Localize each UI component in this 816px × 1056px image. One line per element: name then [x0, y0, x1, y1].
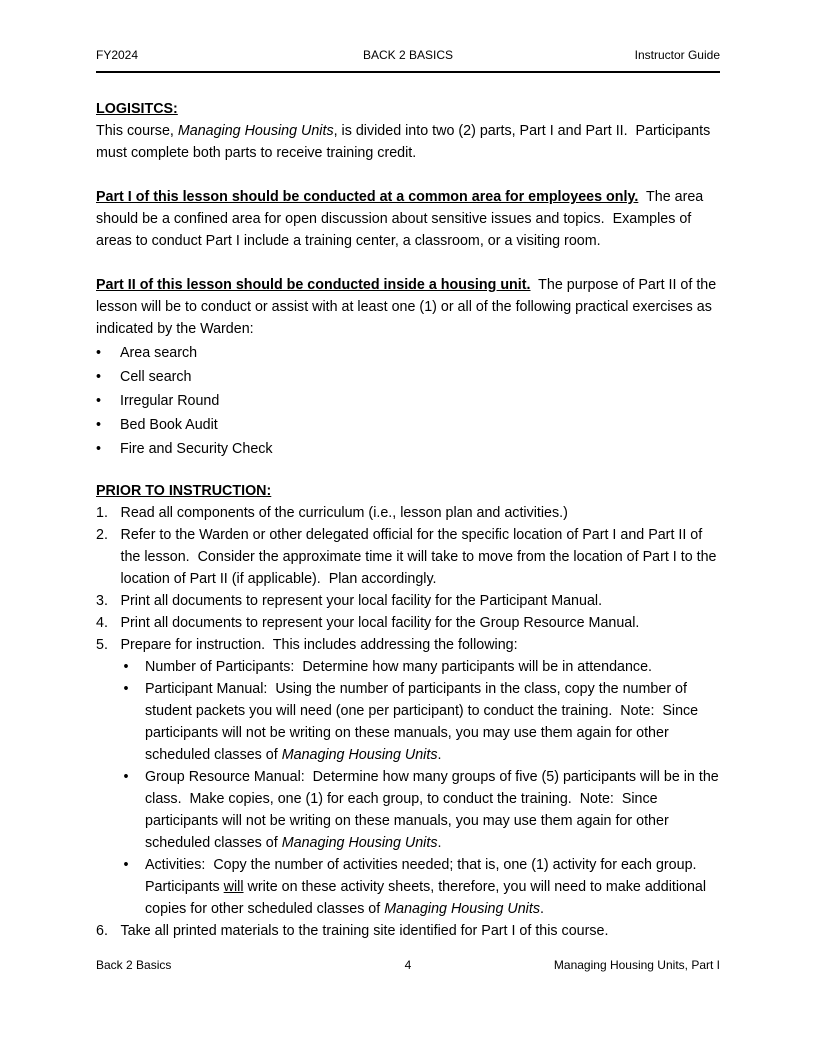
bullet-marker: •: [123, 857, 129, 873]
header-rule: [96, 71, 720, 73]
item-number: 2.: [96, 527, 108, 543]
header-row: [96, 48, 720, 63]
item-content: [121, 634, 722, 920]
text-run: Managing Housing Units: [177, 123, 334, 139]
item-content: [121, 502, 722, 524]
sub-bullet-item: [121, 678, 722, 766]
text-run: Irregular Round: [120, 393, 220, 409]
numbered-item: [96, 590, 721, 612]
text-run: Prepare for instruction. This includes addressing the following:: [120, 637, 518, 653]
text-run: Managing Housing Units: [281, 747, 438, 763]
document-body: [96, 98, 721, 942]
paragraph: [96, 274, 721, 340]
footer-right: Managing Housing Units, Part I: [553, 958, 720, 972]
bullet-marker: •: [123, 659, 129, 675]
item-number: 1.: [96, 505, 108, 521]
item-content: [121, 920, 722, 942]
item-text: [121, 524, 722, 590]
bullet-marker: •: [96, 345, 102, 361]
numbered-item: [96, 920, 721, 942]
bullet-text: [120, 342, 721, 364]
text-run: The purpose of Part II of the lesson will be to conduct or assist with at least one (1) or all of the following practical exercises as indicated by the Warden:: [96, 277, 721, 337]
text-run: Part II of this lesson should be conducted inside a housing unit.: [96, 277, 531, 293]
bullet-marker: •: [96, 417, 102, 433]
page-footer: [96, 958, 720, 973]
bullet-item: [96, 414, 721, 436]
text-run: write on these activity sheets, therefore, you will need to make additional copies for other scheduled classes of: [145, 879, 711, 917]
item-text: [121, 612, 722, 634]
bullet-item: [96, 366, 721, 388]
bullet-marker: •: [123, 681, 129, 697]
bullet-text: [120, 438, 721, 460]
numbered-item: [96, 612, 721, 634]
header-right: Instructor Guide: [634, 48, 720, 62]
text-run: Read all components of the curriculum (i.e., lesson plan and activities.): [120, 505, 568, 521]
item-number: 6.: [96, 923, 108, 939]
item-content: [121, 612, 722, 634]
footer-left: Back 2 Basics: [96, 958, 172, 972]
bullet-text: [120, 390, 721, 412]
sub-bullet-text: [145, 656, 721, 678]
header-center: BACK 2 BASICS: [362, 48, 454, 62]
text-run: .: [437, 835, 442, 851]
paragraph: [96, 186, 721, 252]
numbered-list: [96, 502, 721, 942]
bullet-text: [120, 366, 721, 388]
sub-bullet-text: [145, 678, 721, 766]
item-text: [121, 502, 722, 524]
footer-page-number: 4: [404, 958, 412, 972]
text-run: Part I of this lesson should be conducted at a common area for employees only.: [96, 189, 639, 205]
text-run: Take all printed materials to the training site identified for Part I of this course.: [120, 923, 609, 939]
numbered-item: [96, 524, 721, 590]
sub-bullet-text: [145, 854, 721, 920]
sub-bullet-text: [145, 766, 721, 854]
numbered-item: [96, 634, 721, 920]
bullet-marker: •: [96, 441, 102, 457]
text-run: Participant Manual: Using the number of participants in the class, copy the number of student packets you will need (one per participant) to conduct the training. Note: Since participants will not be writing on these manuals, you may use them again for other scheduled classes of: [145, 681, 703, 763]
page-header: [96, 48, 720, 73]
item-content: [121, 524, 722, 590]
item-content: [121, 590, 722, 612]
text-run: will: [223, 879, 244, 895]
numbered-item: [96, 502, 721, 524]
text-run: The area should be a confined area for open discussion about sensitive issues and topics. Examples of areas to conduct Part I include a training center, a classroom, or a visiting room.: [96, 189, 708, 249]
text-run: Number of Participants: Determine how many participants will be in attendance.: [145, 659, 652, 675]
bullet-list: [96, 342, 721, 460]
text-run: LOGISITCS:: [96, 101, 178, 117]
item-number: 4.: [96, 615, 108, 631]
sub-bullet-item: [121, 656, 722, 678]
bullet-text: [120, 414, 721, 436]
text-run: PRIOR TO INSTRUCTION:: [96, 483, 272, 499]
bullet-item: [96, 342, 721, 364]
paragraph: [96, 120, 721, 164]
text-run: Bed Book Audit: [120, 417, 218, 433]
item-number: 3.: [96, 593, 108, 609]
item-text: [121, 634, 722, 656]
text-run: .: [539, 901, 544, 917]
text-run: , is divided into two (2) parts, Part I and Part II. Participants must complete both parts to receive training credit.: [96, 123, 715, 161]
section-heading: [96, 480, 721, 502]
item-text: [121, 920, 722, 942]
text-run: Refer to the Warden or other delegated official for the specific location of Part I and Part II of the lesson. Consider the approximate time it will take to move from the location of Part I to the location of Part II (if applicable). Plan accordingly.: [120, 527, 721, 587]
bullet-marker: •: [123, 769, 129, 785]
bullet-item: [96, 390, 721, 412]
text-run: Managing Housing Units: [384, 901, 540, 917]
text-run: Area search: [120, 345, 198, 361]
text-run: Print all documents to represent your local facility for the Group Resource Manual.: [120, 615, 640, 631]
text-run: .: [437, 747, 442, 763]
text-run: Print all documents to represent your local facility for the Participant Manual.: [120, 593, 603, 609]
bullet-marker: •: [96, 369, 102, 385]
item-number: 5.: [96, 637, 108, 653]
text-run: Managing Housing Units: [281, 835, 438, 851]
text-run: Cell search: [120, 369, 192, 385]
item-text: [121, 590, 722, 612]
text-run: Fire and Security Check: [120, 441, 273, 457]
sub-bullet-item: [121, 854, 722, 920]
text-run: This course,: [96, 123, 178, 139]
header-left: FY2024: [96, 48, 139, 62]
sub-bullet-list: [121, 656, 722, 920]
text-run: Activities: Copy the number of activities needed; that is, one (1) activity for each group. Participants: [145, 857, 705, 895]
bullet-item: [96, 438, 721, 460]
bullet-marker: •: [96, 393, 102, 409]
sub-bullet-item: [121, 766, 722, 854]
section-heading: [96, 98, 721, 120]
text-run: Group Resource Manual: Determine how many groups of five (5) participants will be in the class. Make copies, one (1) for each group, to conduct the training. Note: Since participants will not be writing on these manuals, you may use them again for other scheduled classes of: [145, 769, 723, 851]
